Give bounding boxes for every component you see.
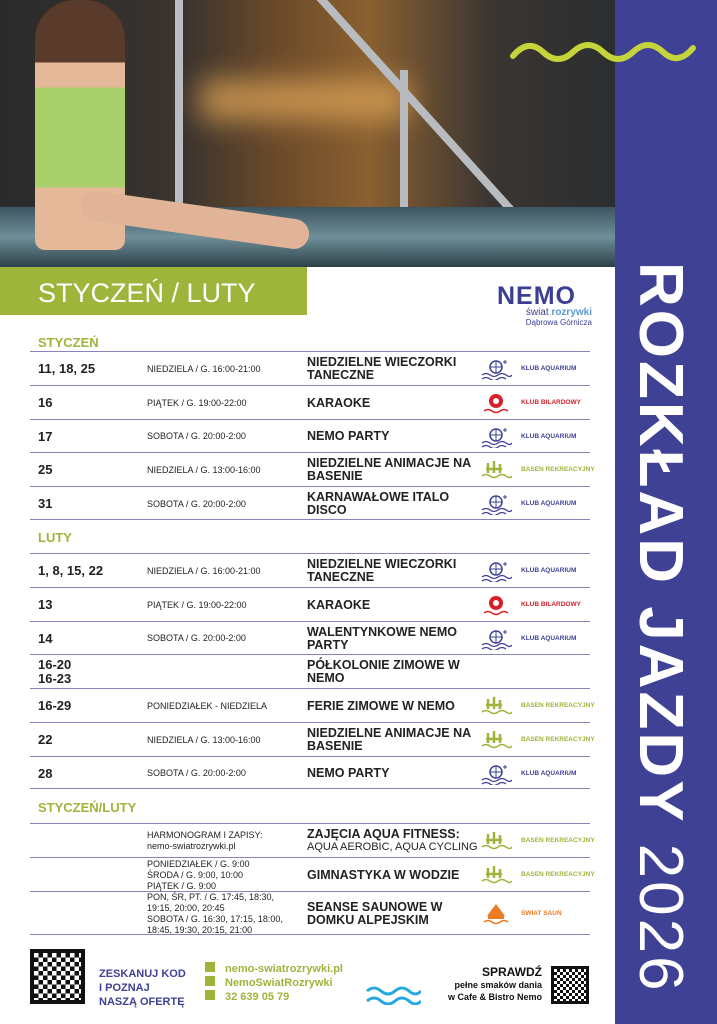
- event-date: 28: [38, 765, 53, 781]
- venue-label: BASEN REKREACYJNY: [521, 837, 595, 844]
- event-title: KARNAWAŁOWE ITALO DISCO: [307, 490, 450, 517]
- website-link[interactable]: nemo-swiatrozrywki.pl: [205, 962, 343, 976]
- event-title: WALENTYNKOWE NEMO PARTY: [307, 624, 457, 652]
- event-title: PÓŁKOLONIE ZIMOWE W NEMO: [307, 658, 460, 685]
- event-date: 16: [38, 395, 53, 410]
- schedule-row: [30, 419, 590, 452]
- event-day-time: NIEDZIELA / G. 16:00-21:00: [147, 565, 261, 576]
- event-subtitle: AQUA AEROBIC, AQUA CYCLING: [307, 841, 478, 853]
- schedule-row: [30, 823, 595, 857]
- event-title: NIEDZIELNE WIECZORKI TANECZNE: [307, 355, 457, 382]
- check-title: SPRAWDŹ: [482, 965, 542, 979]
- event-title: KARAOKE: [307, 395, 371, 410]
- pool-swimmer-icon: [480, 459, 512, 481]
- event-date: 16-20 16-23: [38, 657, 72, 686]
- sauna-icon: [480, 903, 512, 925]
- venue-label: BASEN REKREACYJNY: [521, 736, 595, 743]
- phone-number: 32 639 05 79: [205, 990, 343, 1004]
- pool-swimmer-icon: [480, 864, 512, 886]
- schedule-row: [30, 587, 590, 621]
- facebook-link[interactable]: NemoSwiatRozrywki: [205, 976, 343, 990]
- disco-ball-icon: [480, 426, 512, 448]
- schedule-row: [30, 722, 595, 756]
- event-day-time: PONIEDZIAŁEK / G. 9:00 ŚRODA / G. 9:00, 10:00 PIĄTEK / G. 9:00: [147, 858, 250, 891]
- schedule-row: [30, 621, 590, 654]
- disco-ball-icon: [480, 628, 512, 650]
- vertical-title: ROZKŁAD JAZDY 2026: [626, 262, 695, 994]
- event-day-time: PON, ŚR, PT. / G. 17:45, 18:30, 19:15, 20:00, 20:45 SOBOTA / G. 16:30, 17:15, 18:00, 18:45, 19:30, 20:15, 21:00: [147, 892, 283, 935]
- event-title: GIMNASTYKA W WODZIE: [307, 867, 460, 882]
- event-day-time: SOBOTA / G. 20:00-2:00: [147, 633, 246, 643]
- event-day-time: SOBOTA / G. 20:00-2:00: [147, 498, 246, 509]
- event-date: 13: [38, 597, 53, 612]
- schedule-row: [30, 385, 590, 419]
- venue-label: KLUB BILARDOWY: [521, 601, 581, 608]
- event-day-time: NIEDZIELA / G. 13:00-16:00: [147, 734, 261, 745]
- event-date: 25: [38, 462, 53, 477]
- wave-decoration: [508, 38, 698, 66]
- event-day-time: NIEDZIELA / G. 16:00-21:00: [147, 363, 261, 374]
- disco-ball-icon: [480, 493, 512, 515]
- check-line-2: w Cafe & Bistro Nemo: [447, 992, 542, 1002]
- schedule-row: [30, 756, 590, 789]
- event-title: ZAJĘCIA AQUA FITNESS: AQUA AEROBIC, AQUA CYCLING: [307, 828, 482, 854]
- event-day-time: NIEDZIELA / G. 13:00-16:00: [147, 464, 261, 475]
- check-line-1: pełne smaków dania: [454, 980, 542, 990]
- event-title: FERIE ZIMOWE W NEMO: [307, 698, 455, 713]
- disco-ball-icon: [480, 763, 512, 785]
- event-title: NIEDZIELNE ANIMACJE NA BASENIE: [307, 726, 471, 753]
- event-title: NEMO PARTY: [307, 766, 390, 780]
- schedule-row: [30, 351, 590, 385]
- event-title: KARAOKE: [307, 597, 371, 612]
- venue-label: BASEN REKREACYJNY: [521, 702, 595, 709]
- section-title: STYCZEŃ/LUTY: [38, 800, 137, 815]
- event-day-time: SOBOTA / G. 20:00-2:00: [147, 768, 246, 778]
- event-day-time: PIĄTEK / G. 19:00-22:00: [147, 599, 247, 610]
- globe-icon: [205, 962, 215, 972]
- section-title: STYCZEŃ: [38, 335, 99, 350]
- pool-swimmer-icon: [480, 695, 512, 717]
- venue-label: KLUB AQUARIUM: [521, 567, 577, 574]
- event-date: 14: [38, 630, 53, 646]
- nemo-logo: NEMO świat rozrywki Dąbrowa Górnicza: [497, 282, 592, 327]
- pool-swimmer-icon: [480, 830, 512, 852]
- venue-label: KLUB AQUARIUM: [521, 634, 577, 642]
- venue-label: KLUB AQUARIUM: [521, 769, 577, 777]
- venue-label: BASEN REKREACYJNY: [521, 871, 595, 878]
- schedule-row: [30, 891, 590, 935]
- venue-label: ŚWIAT SAUN: [521, 910, 562, 917]
- venue-label: KLUB BILARDOWY: [521, 399, 581, 406]
- event-title: NEMO PARTY: [307, 429, 390, 443]
- event-day-time: HARMONOGRAM I ZAPISY: nemo-swiatrozrywki.pl: [147, 830, 263, 851]
- event-title: NIEDZIELNE WIECZORKI TANECZNE: [307, 557, 457, 584]
- venue-label: KLUB AQUARIUM: [521, 365, 577, 372]
- phone-icon: [205, 990, 215, 1000]
- venue-label: KLUB AQUARIUM: [521, 432, 577, 440]
- event-date: 16-29: [38, 698, 72, 713]
- disco-ball-icon: [480, 358, 512, 380]
- waves-icon: [365, 985, 421, 1005]
- schedule-row: [30, 857, 595, 891]
- disco-ball-icon: [480, 560, 512, 582]
- event-date: 31: [38, 496, 53, 511]
- schedule-row: [30, 452, 595, 486]
- event-date: 1, 8, 15, 22: [38, 563, 104, 578]
- schedule-row: [30, 688, 595, 722]
- event-day-time: PIĄTEK / G. 19:00-22:00: [147, 397, 247, 408]
- event-title: NIEDZIELNE ANIMACJE NA BASENIE: [307, 456, 471, 483]
- schedule-row: [30, 486, 590, 520]
- pool-swimmer-icon: [480, 729, 512, 751]
- event-day-time: PONIEDZIAŁEK - NIEDZIELA: [147, 700, 268, 711]
- venue-label: BASEN REKREACYJNY: [521, 466, 595, 473]
- scan-text: ZESKANUJ KOD I POZNAJ NASZĄ OFERTĘ: [99, 968, 186, 1008]
- facebook-icon: [205, 976, 215, 986]
- event-date: 22: [38, 732, 53, 747]
- billiard-ball-icon: [480, 392, 512, 414]
- venue-label: KLUB AQUARIUM: [521, 500, 577, 507]
- billiard-ball-icon: [480, 594, 512, 616]
- event-title: SEANSE SAUNOWE W DOMKU ALPEJSKIM: [307, 900, 443, 927]
- event-date: 17: [38, 428, 53, 444]
- schedule-row: [30, 553, 590, 587]
- event-day-time: SOBOTA / G. 20:00-2:00: [147, 431, 246, 441]
- event-date: 11, 18, 25: [38, 361, 96, 376]
- schedule-row: [30, 654, 590, 688]
- qr-code-bistro[interactable]: [551, 966, 589, 1004]
- qr-code-offer[interactable]: [30, 949, 85, 1004]
- section-title: LUTY: [38, 530, 72, 545]
- period-banner: STYCZEŃ / LUTY: [0, 267, 307, 315]
